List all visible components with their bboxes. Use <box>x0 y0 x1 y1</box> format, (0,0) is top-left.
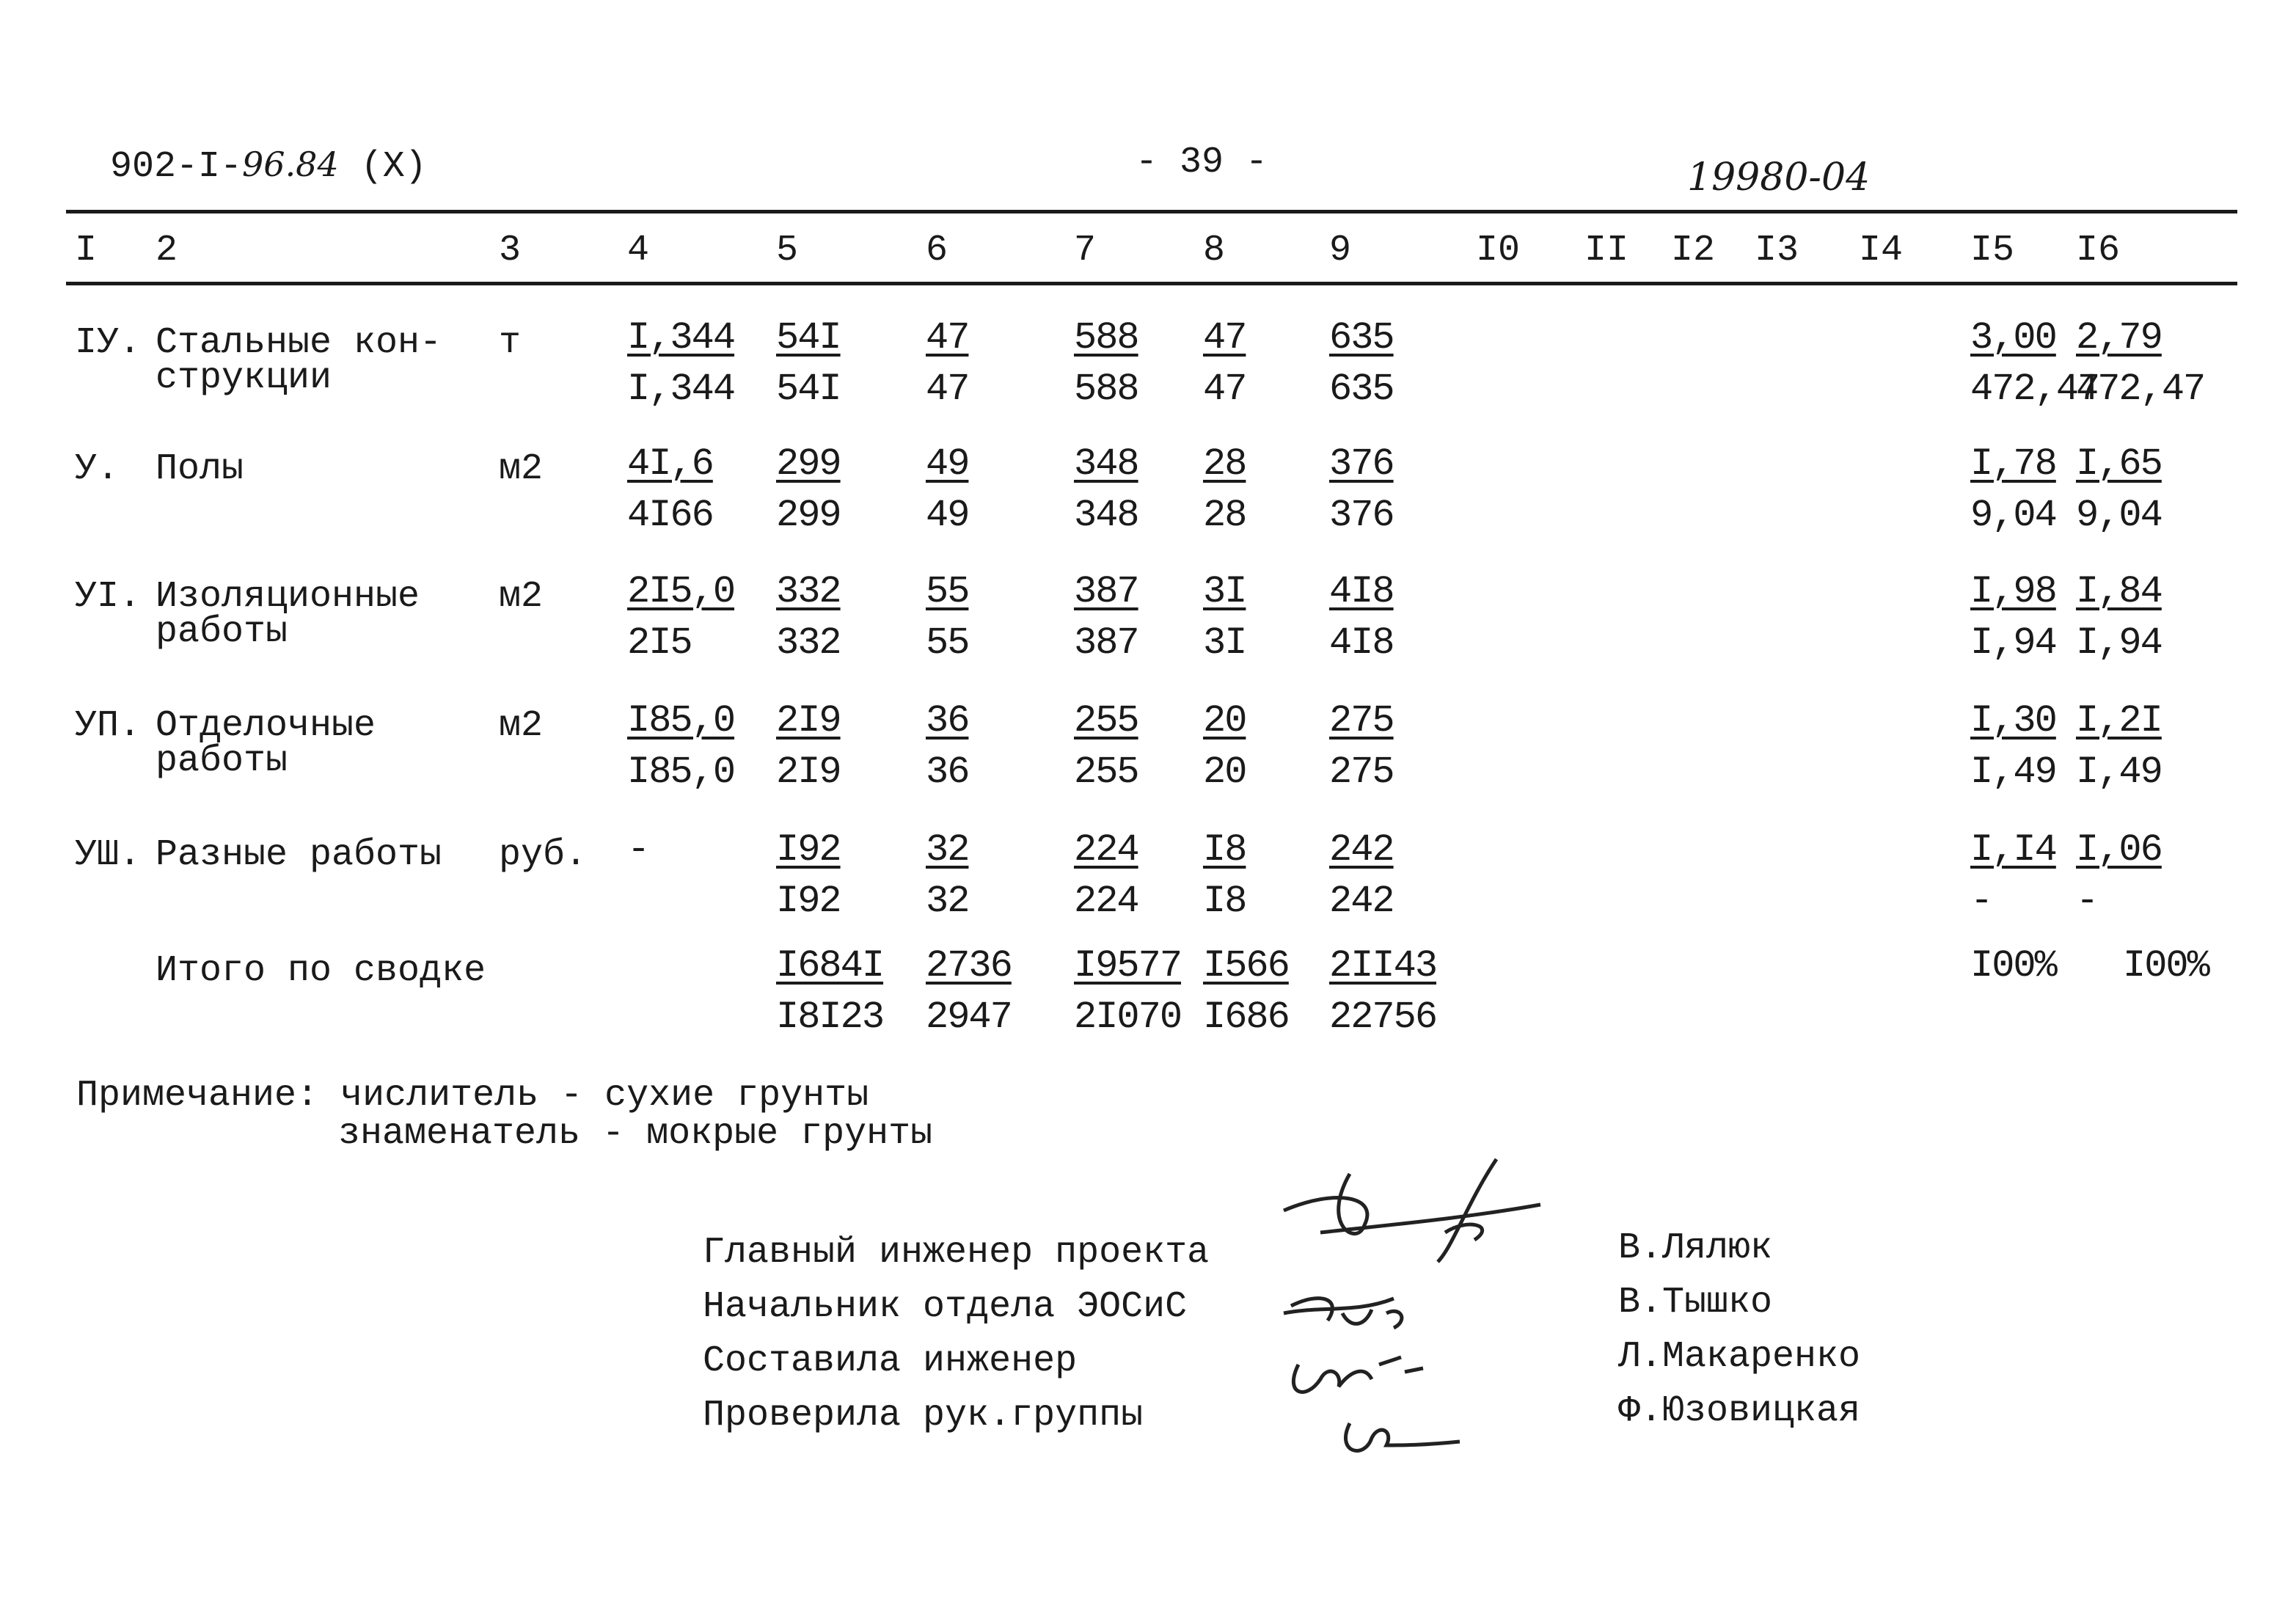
total-c5-numerator: I684I <box>776 944 884 987</box>
c5-denominator: 332 <box>776 621 841 665</box>
c5-numerator: I92 <box>776 828 841 872</box>
c5-denominator: 299 <box>776 494 841 537</box>
row-unit: т <box>499 322 522 364</box>
c6-numerator: 47 <box>926 316 969 359</box>
c8-denominator: 47 <box>1203 368 1246 411</box>
c6-numerator: 55 <box>926 570 969 613</box>
total-c6-denominator: 2947 <box>926 996 1012 1039</box>
c9-numerator: 635 <box>1329 316 1394 359</box>
row-unit: м2 <box>499 448 544 490</box>
total-label: Итого по сводке <box>156 950 486 992</box>
row-name-line: Отделочные <box>156 705 376 747</box>
doc-code-handwritten: 96.84 <box>242 145 339 184</box>
total-c9-denominator: 22756 <box>1329 996 1437 1039</box>
row-name-line: Разные работы <box>156 834 442 876</box>
note-line-1: числитель - сухие грунты <box>340 1075 869 1117</box>
signatory-role: Главный инженер проекта <box>703 1232 1210 1274</box>
c16-numerator: I,84 <box>2076 570 2162 613</box>
c6-denominator: 49 <box>926 494 969 537</box>
total-c8-numerator: I566 <box>1203 944 1289 987</box>
c4-numerator: 4I,6 <box>627 442 713 486</box>
c4-denominator: 2I5 <box>627 621 692 665</box>
total-c15: I00% <box>1970 944 2056 987</box>
c6-numerator: 32 <box>926 828 969 872</box>
total-c9-numerator: 2II43 <box>1329 944 1437 987</box>
signatory-role: Проверила рук.группы <box>703 1395 1144 1436</box>
c16-denominator: - <box>2076 880 2098 923</box>
c7-denominator: 255 <box>1074 751 1138 794</box>
archive-number: 19980-04 <box>1687 156 1871 200</box>
row-unit: руб. <box>499 834 588 876</box>
c4-numerator: I85,0 <box>627 699 735 742</box>
c5-denominator: I92 <box>776 880 841 923</box>
c4-denominator: 4I66 <box>627 494 713 537</box>
row-unit: м2 <box>499 705 544 747</box>
total-c7-denominator: 2I070 <box>1074 996 1182 1039</box>
column-header-9: 9 <box>1329 230 1352 271</box>
table-top-rule <box>66 210 2237 213</box>
c15-numerator: I,I4 <box>1970 828 2056 872</box>
row-number: УП. <box>75 705 142 747</box>
c5-numerator: 2I9 <box>776 699 841 742</box>
row-number: УШ. <box>75 834 142 876</box>
column-header-8: 8 <box>1203 230 1226 271</box>
c8-denominator: 3I <box>1203 621 1246 665</box>
c9-numerator: 376 <box>1329 442 1394 486</box>
c15-denominator: I,49 <box>1970 751 2056 794</box>
c7-denominator: 588 <box>1074 368 1138 411</box>
c9-denominator: 275 <box>1329 751 1394 794</box>
signatory-name: В.Тышко <box>1618 1282 1773 1323</box>
c9-denominator: 635 <box>1329 368 1394 411</box>
note-line-2: знаменатель - мокрые грунты <box>338 1113 933 1155</box>
column-header-13: I3 <box>1755 230 1799 271</box>
c8-numerator: 28 <box>1203 442 1246 486</box>
c5-numerator: 299 <box>776 442 841 486</box>
c7-numerator: 224 <box>1074 828 1138 872</box>
c9-numerator: 275 <box>1329 699 1394 742</box>
total-c7-numerator: I9577 <box>1074 944 1182 987</box>
c9-denominator: 242 <box>1329 880 1394 923</box>
total-c5-denominator: I8I23 <box>776 996 884 1039</box>
signatory-role: Составила инженер <box>703 1340 1078 1382</box>
c7-numerator: 348 <box>1074 442 1138 486</box>
column-header-7: 7 <box>1074 230 1097 271</box>
c7-denominator: 348 <box>1074 494 1138 537</box>
c6-numerator: 36 <box>926 699 969 742</box>
note <box>76 1077 932 1153</box>
c16-denominator: I,49 <box>2076 751 2162 794</box>
column-header-12: I2 <box>1671 230 1716 271</box>
c7-numerator: 255 <box>1074 699 1138 742</box>
c16-numerator: I,2I <box>2076 699 2162 742</box>
row-name-line: струкции <box>156 357 332 399</box>
c15-numerator: I,98 <box>1970 570 2056 613</box>
c15-denominator: I,94 <box>1970 621 2056 665</box>
c15-numerator: I,30 <box>1970 699 2056 742</box>
c8-numerator: 20 <box>1203 699 1246 742</box>
c16-denominator: I,94 <box>2076 621 2162 665</box>
row-number: IУ. <box>75 322 142 364</box>
c8-numerator: I8 <box>1203 828 1246 872</box>
c16-denominator: 472,47 <box>2076 368 2205 411</box>
c15-numerator: 3,00 <box>1970 316 2056 359</box>
c6-denominator: 36 <box>926 751 969 794</box>
column-header-2: 2 <box>156 230 178 271</box>
signature-mark-2 <box>1276 1277 1467 1471</box>
c7-denominator: 224 <box>1074 880 1138 923</box>
c6-denominator: 55 <box>926 621 969 665</box>
document-code <box>110 144 427 188</box>
signature-mark-1 <box>1276 1144 1570 1280</box>
signatory-name: Ф.Юзовицкая <box>1618 1390 1861 1432</box>
column-header-6: 6 <box>926 230 948 271</box>
column-header-5: 5 <box>776 230 799 271</box>
c7-numerator: 387 <box>1074 570 1138 613</box>
row-name-line: Изоляционные <box>156 576 420 618</box>
c5-numerator: 332 <box>776 570 841 613</box>
c9-numerator: 242 <box>1329 828 1394 872</box>
signatory-role: Начальник отдела ЭОСиС <box>703 1286 1188 1328</box>
c9-numerator: 4I8 <box>1329 570 1394 613</box>
row-name-line: Полы <box>156 448 244 490</box>
row-unit: м2 <box>499 576 544 618</box>
c16-denominator: 9,04 <box>2076 494 2162 537</box>
total-c6-numerator: 2736 <box>926 944 1012 987</box>
c15-denominator: 9,04 <box>1970 494 2056 537</box>
column-header-4: 4 <box>627 230 650 271</box>
row-number: УI. <box>75 576 142 618</box>
column-header-14: I4 <box>1859 230 1904 271</box>
c4-denominator: I85,0 <box>627 751 735 794</box>
note-label: Примечание: <box>76 1075 319 1117</box>
doc-code-prefix: 902-I- <box>110 146 243 188</box>
c8-numerator: 47 <box>1203 316 1246 359</box>
total-c8-denominator: I686 <box>1203 996 1289 1039</box>
c4-numerator: 2I5,0 <box>627 570 735 613</box>
c8-denominator: 20 <box>1203 751 1246 794</box>
c16-numerator: I,06 <box>2076 828 2162 872</box>
c5-numerator: 54I <box>776 316 841 359</box>
column-header-16: I6 <box>2076 230 2121 271</box>
row-name-line: Стальные кон- <box>156 322 442 364</box>
c6-numerator: 49 <box>926 442 969 486</box>
c15-denominator: 472,47 <box>1970 368 2099 411</box>
c7-denominator: 387 <box>1074 621 1138 665</box>
c15-denominator: - <box>1970 880 1992 923</box>
c5-denominator: 2I9 <box>776 751 841 794</box>
column-header-11: II <box>1584 230 1629 271</box>
c8-denominator: 28 <box>1203 494 1246 537</box>
page-number: - 39 - <box>1136 142 1268 183</box>
c16-numerator: I,65 <box>2076 442 2162 486</box>
c9-denominator: 376 <box>1329 494 1394 537</box>
c9-denominator: 4I8 <box>1329 621 1394 665</box>
total-c16: I00% <box>2123 944 2209 987</box>
c8-denominator: I8 <box>1203 880 1246 923</box>
signatory-name: В.Лялюк <box>1618 1227 1773 1269</box>
c6-denominator: 32 <box>926 880 969 923</box>
c16-numerator: 2,79 <box>2076 316 2162 359</box>
column-header-1: I <box>75 230 98 271</box>
row-name-line: работы <box>156 611 288 653</box>
c4-numerator: I,344 <box>627 316 735 359</box>
signatory-name: Л.Макаренко <box>1618 1336 1861 1378</box>
c4-denominator: I,344 <box>627 368 735 411</box>
c8-numerator: 3I <box>1203 570 1246 613</box>
c7-numerator: 588 <box>1074 316 1138 359</box>
c15-numerator: I,78 <box>1970 442 2056 486</box>
c5-denominator: 54I <box>776 368 841 411</box>
table-header-rule <box>66 282 2237 285</box>
row-number: У. <box>75 448 120 490</box>
c6-denominator: 47 <box>926 368 969 411</box>
c4-numerator: - <box>627 828 649 872</box>
column-header-3: 3 <box>499 230 522 271</box>
doc-code-suffix: (X) <box>360 146 427 188</box>
column-header-10: I0 <box>1476 230 1521 271</box>
column-header-15: I5 <box>1970 230 2015 271</box>
row-name-line: работы <box>156 740 288 782</box>
